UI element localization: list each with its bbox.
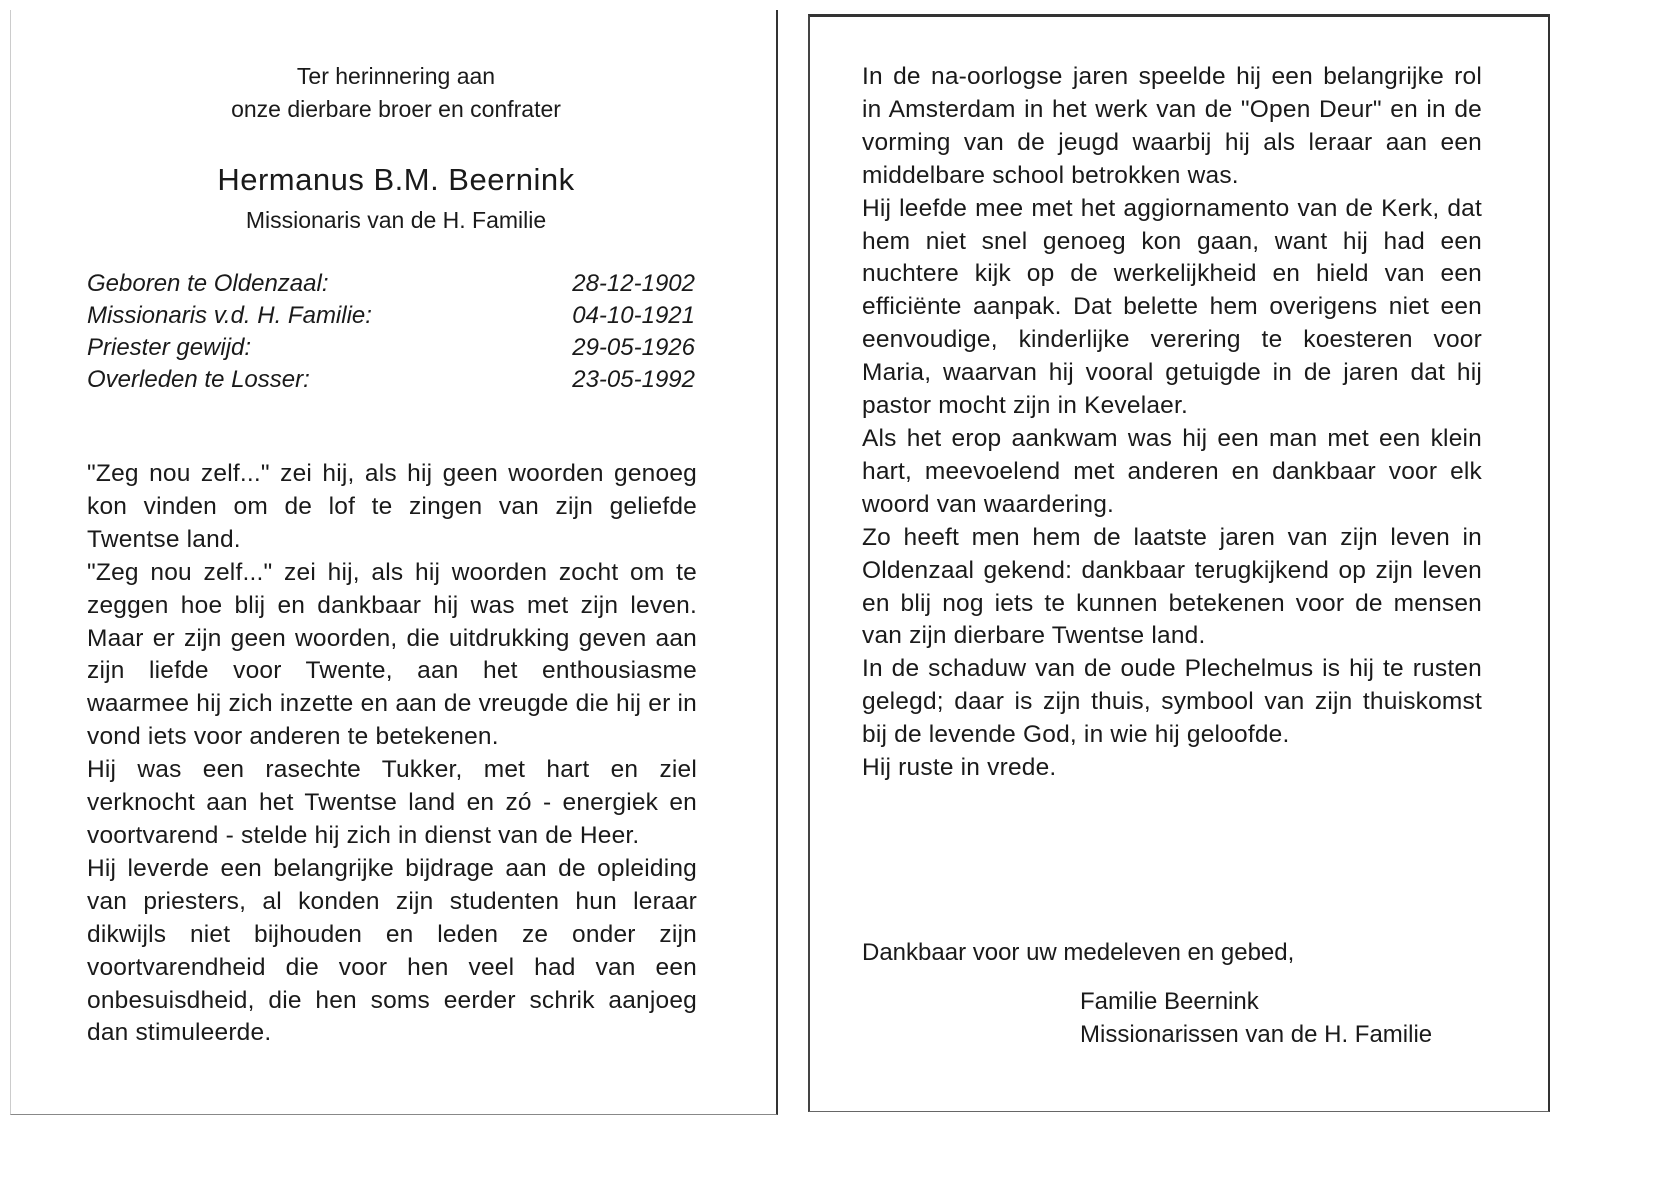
date-value: 23-05-1992 [572,366,695,393]
signature-line: Familie Beernink [1080,988,1259,1015]
congregation-title: Missionaris van de H. Familie [245,207,547,233]
date-label: Geboren te Oldenzaal: [87,270,329,297]
paragraph: Hij leverde een belangrijke bijdrage aan de opleiding van priesters, al konden zijn studenten hun leraar dikwijls niet bijhouden en leden ze onder zijn voortvarendheid die voor hen veel had van een onbesuisdheid, die hen soms eerder schrik aanjoeg dan stimuleerde. [87,854,697,1047]
paragraph: In de schaduw van de oude Plechelmus is hij te rusten gelegd; daar is zijn thuis, symbool van zijn thuiskomst bij de levende God, in wie hij geloofde. [862,655,1482,749]
date-label: Priester gewijd: [87,334,252,361]
paragraph: Zo heeft men hem de laatste jaren van zijn leven in Oldenzaal gekend: dankbaar terugkijkend op zijn leven en blij nog iets te kunnen betekenen voor de mensen van zijn dierbare Twentse land. [862,523,1482,650]
signature-block [1080,985,1432,1051]
date-row [87,364,695,396]
paragraph: "Zeg nou zelf..." zei hij, als hij geen woorden genoeg kon vinden om de lof te zingen van zijn geliefde Twentse land. [87,460,697,553]
date-label: Overleden te Losser: [87,366,310,393]
memorial-text-right [862,61,1482,785]
date-value: 04-10-1921 [572,302,695,329]
paragraph: "Zeg nou zelf..." zei hij, als hij woorden zocht om te zeggen hoe blij en dankbaar hij was met zijn leven. Maar er zijn geen woorden, die uitdrukking geven aan zijn liefde voor Twente, aan het enthousiasme waarmee hij zich inzette en aan de vreugde die hij er in vond iets voor anderen te betekenen. [87,558,697,751]
date-row [87,300,695,332]
signature-line: Missionarissen van de H. Familie [1080,1021,1433,1048]
intro-line: Ter herinnering aan [296,63,496,89]
date-value: 29-05-1926 [572,334,695,361]
intro-line: onze dierbare broer en confrater [231,96,561,122]
deceased-name: Hermanus B.M. Beernink [217,162,575,197]
memorial-card-right [808,14,1550,1112]
paragraph: In de na-oorlogse jaren speelde hij een belangrijke rol in Amsterdam in het werk van de "Open Deur" en in de vorming van de jeugd waarbij hij als leraar aan een middelbare school betrokken was. [862,63,1482,189]
date-label: Missionaris v.d. H. Familie: [87,302,372,329]
paragraph: Als het erop aankwam was hij een man met een klein hart, meevoelend met anderen en dankbaar voor elk woord van waardering. [862,424,1482,518]
intro-text [171,60,621,126]
memorial-card-left [10,10,778,1115]
closing-line: Dankbaar voor uw medeleven en gebed, [862,939,1295,966]
paragraph: Hij ruste in vrede. [862,754,1057,782]
paragraph: Hij was een rasechte Tukker, met hart en ziel verknocht aan het Twentse land en zó - energiek en voortvarend - stelde hij zich in dienst van de Heer. [87,756,697,849]
paragraph: Hij leefde mee met het aggiornamento van de Kerk, dat hem niet snel genoeg kon gaan, want hij had een nuchtere kijk op de werkelijkheid en hield van een efficiënte aanpak. Dat belette hem overigens niet een eenvoudige, kinderlijke verering te koesteren voor Maria, waarvan hij vooral getuigde in de jaren dat hij pastor mocht zijn in Kevelaer. [862,194,1482,420]
date-row [87,332,695,364]
date-value: 28-12-1902 [572,270,695,297]
dates-list [87,268,695,396]
date-row [87,268,695,300]
memorial-text-left [87,458,697,1050]
